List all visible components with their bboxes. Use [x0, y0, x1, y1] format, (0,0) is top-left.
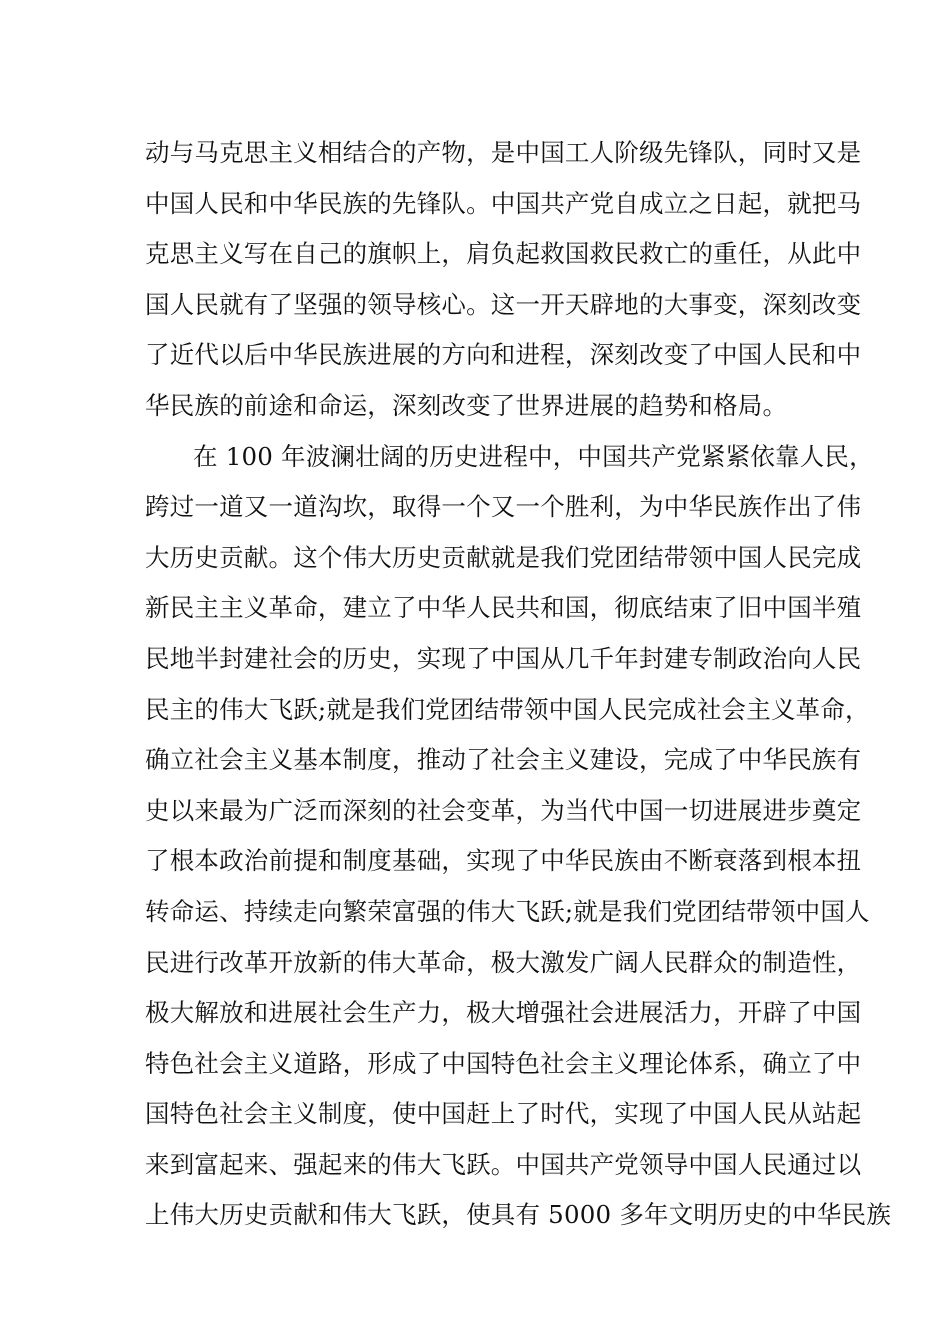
- text-line: 克思主义写在自己的旗帜上，肩负起救国救民救亡的重任，从此中: [145, 239, 862, 269]
- text-line: 史以来最为广泛而深刻的社会变革，为当代中国一切进展进步奠定: [145, 795, 862, 825]
- text-line: 国人民就有了坚强的领导核心。这一开天辟地的大事变，深刻改变: [145, 289, 862, 319]
- text-line: 华民族的前途和命运，深刻改变了世界进展的趋势和格局。: [145, 390, 788, 420]
- text-line: 了根本政治前提和制度基础，实现了中华民族由不断衰落到根本扭: [145, 846, 862, 876]
- text-line: 跨过一道又一道沟坎，取得一个又一个胜利，为中华民族作出了伟: [145, 492, 862, 522]
- text-line: 中国人民和中华民族的先锋队。中国共产党自成立之日起，就把马: [145, 188, 862, 218]
- text-line: 民地半封建社会的历史，实现了中国从几千年封建专制政治向人民: [145, 643, 862, 673]
- text-line: 在 100 年波澜壮阔的历史进程中，中国共产党紧紧依靠人民，: [193, 441, 874, 471]
- text-line: 了近代以后中华民族进展的方向和进程，深刻改变了中国人民和中: [145, 340, 862, 370]
- text-line: 来到富起来、强起来的伟大飞跃。中国共产党领导中国人民通过以: [145, 1149, 862, 1179]
- text-line: 上伟大历史贡献和伟大飞跃，使具有 5000 多年文明历史的中华民族: [145, 1200, 892, 1230]
- text-line: 国特色社会主义制度，使中国赶上了时代，实现了中国人民从站起: [145, 1099, 862, 1129]
- text-line: 民进行改革开放新的伟大革命，极大激发广阔人民群众的制造性，: [145, 947, 862, 977]
- text-line: 动与马克思主义相结合的产物，是中国工人阶级先锋队，同时又是: [145, 138, 862, 167]
- text-line: 转命运、持续走向繁荣富强的伟大飞跃;就是我们党团结带领中国人: [145, 896, 870, 926]
- text-line: 民主的伟大飞跃;就是我们党团结带领中国人民完成社会主义革命，: [145, 694, 870, 724]
- paragraph-2: [145, 432, 892, 1242]
- text-line: 大历史贡献。这个伟大历史贡献就是我们党团结带领中国人民完成: [145, 542, 862, 572]
- text-line: 新民主主义革命，建立了中华人民共和国，彻底结束了旧中国半殖: [145, 593, 862, 623]
- paragraph-1: [145, 128, 862, 432]
- text-line: 极大解放和进展社会生产力，极大增强社会进展活力，开辟了中国: [145, 998, 862, 1028]
- text-line: 确立社会主义基本制度，推动了社会主义建设，完成了中华民族有: [145, 745, 862, 775]
- body-text: [145, 128, 892, 1241]
- text-line: 特色社会主义道路，形成了中国特色社会主义理论体系，确立了中: [145, 1048, 862, 1078]
